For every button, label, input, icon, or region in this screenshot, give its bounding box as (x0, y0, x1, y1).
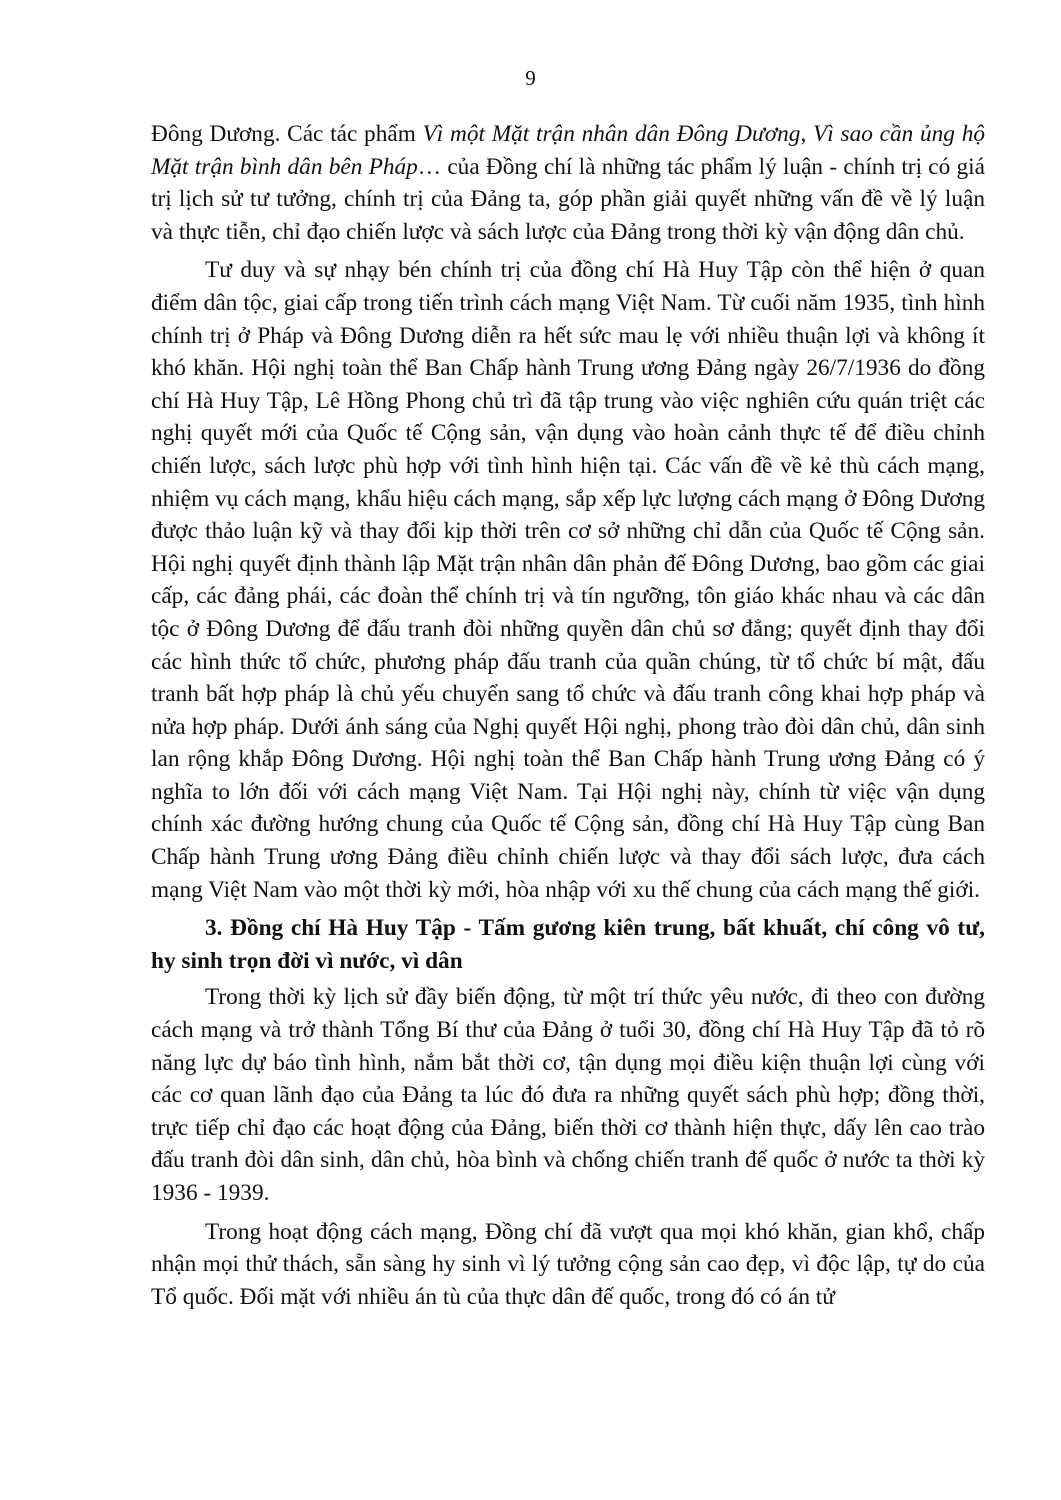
paragraph-1-text-b: , (800, 121, 814, 147)
paragraph-2: Tư duy và sự nhạy bén chính trị của đồng chí Hà Huy Tập còn thể hiện ở quan điểm dân tộc, giai cấp trong tiến trình cách mạng Việt Nam. Từ cuối năm 1935, tình hình chính trị ở Pháp và Đông Dương diễn ra hết sức mau lẹ với nhiều thuận lợi và không ít khó khăn. Hội nghị toàn thể Ban Chấp hành Trung ương Đảng ngày 26/7/1936 do đồng chí Hà Huy Tập, Lê Hồng Phong chủ trì đã tập trung vào việc nghiên cứu quán triệt các nghị quyết mới của Quốc tế Cộng sản, vận dụng vào hoàn cảnh thực tế để điều chỉnh chiến lược, sách lược phù hợp với tình hình hiện tại. Các vấn đề về kẻ thù cách mạng, nhiệm vụ cách mạng, khẩu hiệu cách mạng, sắp xếp lực lượng cách mạng ở Đông Dương được thảo luận kỹ và thay đổi kịp thời trên cơ sở những chỉ dẫn của Quốc tế Cộng sản. Hội nghị quyết định thành lập Mặt trận nhân dân phản đế Đông Dương, bao gồm các giai cấp, các đảng phái, các đoàn thể chính trị và tín ngưỡng, tôn giáo khác nhau và các dân tộc ở Đông Dương để đấu tranh đòi những quyền dân chủ sơ đẳng; quyết định thay đổi các hình thức tổ chức, phương pháp đấu tranh của quần chúng, từ tổ chức bí mật, đấu tranh bất hợp pháp là chủ yếu chuyển sang tổ chức và đấu tranh công khai hợp pháp và nửa hợp pháp. Dưới ánh sáng của Nghị quyết Hội nghị, phong trào đòi dân chủ, dân sinh lan rộng khắp Đông Dương. Hội nghị toàn thể Ban Chấp hành Trung ương Đảng có ý nghĩa to lớn đối với cách mạng Việt Nam. Tại Hội nghị này, chính từ việc vận dụng chính xác đường hướng chung của Quốc tế Cộng sản, đồng chí Hà Huy Tập cùng Ban Chấp hành Trung ương Đảng điều chỉnh chiến lược và thay đổi sách lược, đưa cách mạng Việt Nam vào một thời kỳ mới, hòa nhập với xu thế chung của cách mạng thế giới. (151, 257, 985, 903)
work-title-mat-tran: Vì một Mặt trận nhân dân Đông Dương (422, 121, 801, 147)
paragraph-1-text-c: … của Đồng chí là những tác phẩm lý luận - chính trị có giá trị lịch sử tư tưởng, chính trị của Đảng ta, góp phần giải quyết những vấn đề về lý luận và thực tiễn, chỉ đạo chiến lược và sách lược của Đảng trong thời kỳ vận động dân chủ. (151, 153, 985, 245)
paragraph-1 (151, 118, 985, 248)
paragraph-3: Trong thời kỳ lịch sử đầy biến động, từ một trí thức yêu nước, đi theo con đường cách mạng và trở thành Tổng Bí thư của Đảng ở tuổi 30, đồng chí Hà Huy Tập đã tỏ rõ năng lực dự báo tình hình, nắm bắt thời cơ, tận dụng mọi điều kiện thuận lợi cùng với các cơ quan lãnh đạo của Đảng ta lúc đó đưa ra những quyết sách phù hợp; đồng thời, trực tiếp chỉ đạo các hoạt động của Đảng, biến thời cơ thành hiện thực, dấy lên cao trào đấu tranh đòi dân sinh, dân chủ, hòa bình và chống chiến tranh đế quốc ở nước ta thời kỳ 1936 - 1939. (151, 984, 985, 1206)
paragraph-1-text-a: Đông Dương. Các tác phẩm (151, 121, 423, 147)
work-title-mat-tran-binh-dan: Vì sao cần ủng hộ Mặt trận bình dân bên Pháp (151, 121, 986, 180)
paragraph-4: Trong hoạt động cách mạng, Đồng chí đã vượt qua mọi khó khăn, gian khổ, chấp nhận mọi thử thách, sẵn sàng hy sinh vì lý tưởng cộng sản cao đẹp, vì độc lập, tự do của Tổ quốc. Đối mặt với nhiều án tù của thực dân đế quốc, trong đó có án tử (151, 1218, 985, 1310)
page-number: 9 (525, 66, 536, 90)
page-body (151, 118, 985, 1319)
section-heading-3: 3. Đồng chí Hà Huy Tập - Tấm gương kiên trung, bất khuất, chí công vô tư, hy sinh trọn đời vì nước, vì dân (151, 915, 985, 974)
